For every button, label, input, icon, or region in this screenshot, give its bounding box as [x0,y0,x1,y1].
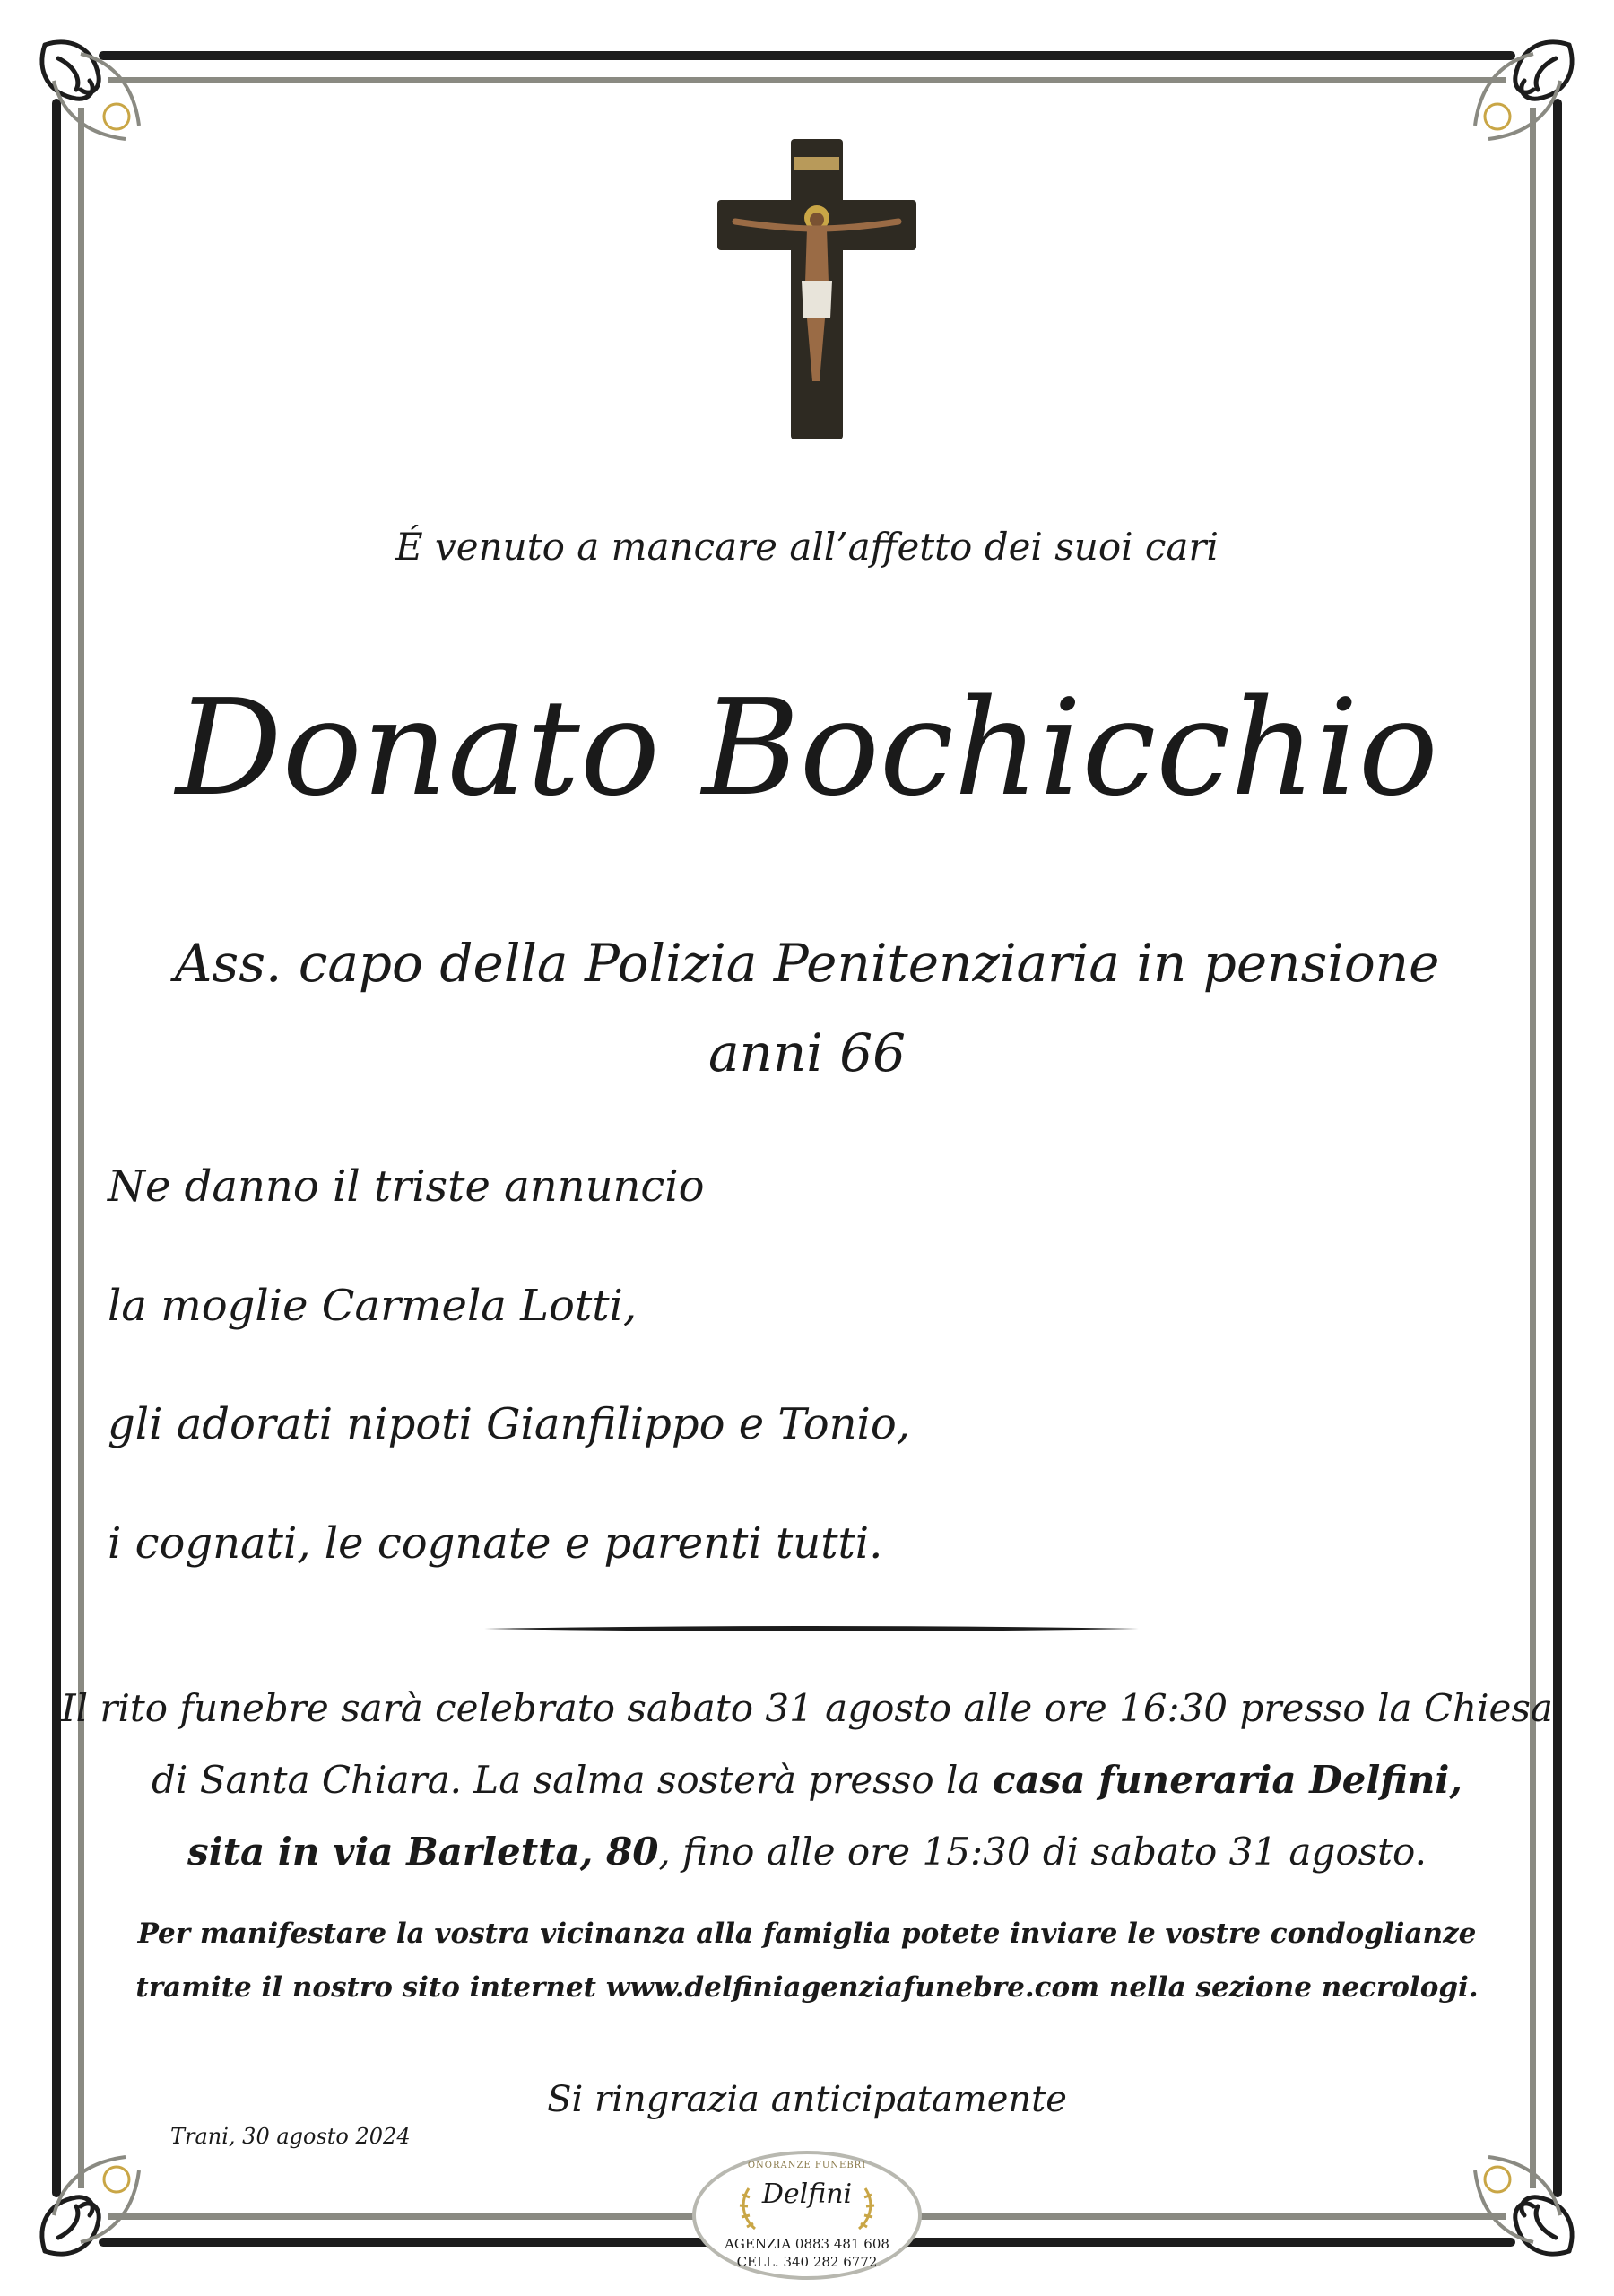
agency-name: Delfini [761,2179,853,2210]
corner-ornament-icon [1453,2135,1587,2269]
funeral-line-2 [0,1758,1614,1802]
condolences-line-2: tramite il nostro sito internet www.delfiniagenziafunebre.com nella sezione necrologi. [135,1971,1479,2004]
announcer-line: la moglie Carmela Lotti, [108,1281,638,1331]
frame-top-outer [99,51,1515,60]
funeral-line-1: Il rito funebre sarà celebrato sabato 31 agosto alle ore 16:30 presso la Chiesa [61,1686,1553,1730]
agency-logo [690,2148,924,2283]
funeral-home-address: sita in via Barletta, 80 [187,1830,659,1874]
agency-top-text: ONORANZE FUNEBRI [747,2161,867,2170]
funeral-home-name: casa funeraria Delfini, [992,1758,1462,1802]
frame-left-outer [52,99,61,2197]
corner-ornament-icon [27,2135,161,2269]
announcer-line: Ne danno il triste annuncio [108,1161,705,1212]
intro-text: É venuto a mancare all’affetto dei suoi cari [395,525,1219,569]
crucifix-icon [717,139,916,439]
condolences-line-1: Per manifestare la vostra vicinanza alla famiglia potete inviare le vostre condoglianze [137,1918,1477,1950]
frame-left-inner [78,108,84,2188]
announcer-line: gli adorati nipoti Gianfilippo e Tonio, [108,1399,911,1449]
deceased-name: Donato Bochicchio [176,671,1438,825]
funeral-line-3-text: , fino alle ore 15:30 di sabato 31 agosto. [658,1830,1427,1874]
frame-top-inner [108,77,1506,83]
place-date: Trani, 30 agosto 2024 [170,2124,411,2149]
funeral-line-3 [0,1830,1614,1874]
frame-right-outer [1553,99,1562,2197]
funeral-line-2-text: di Santa Chiara. La salma sosterà presso la [152,1758,993,1802]
deceased-title: Ass. capo della Polizia Penitenziaria in pensione [174,933,1440,994]
frame-right-inner [1530,108,1536,2188]
announcer-line: i cognati, le cognate e parenti tutti. [108,1518,883,1569]
agency-phone-mobile: CELL. 340 282 6772 [736,2254,878,2270]
corner-ornament-icon [27,27,161,161]
thanks-text: Si ringrazia anticipatamente [547,2079,1067,2120]
corner-ornament-icon [1453,27,1587,161]
deceased-age: anni 66 [707,1022,907,1083]
agency-phone-office: AGENZIA 0883 481 608 [725,2236,889,2252]
section-divider [484,1625,1139,1632]
